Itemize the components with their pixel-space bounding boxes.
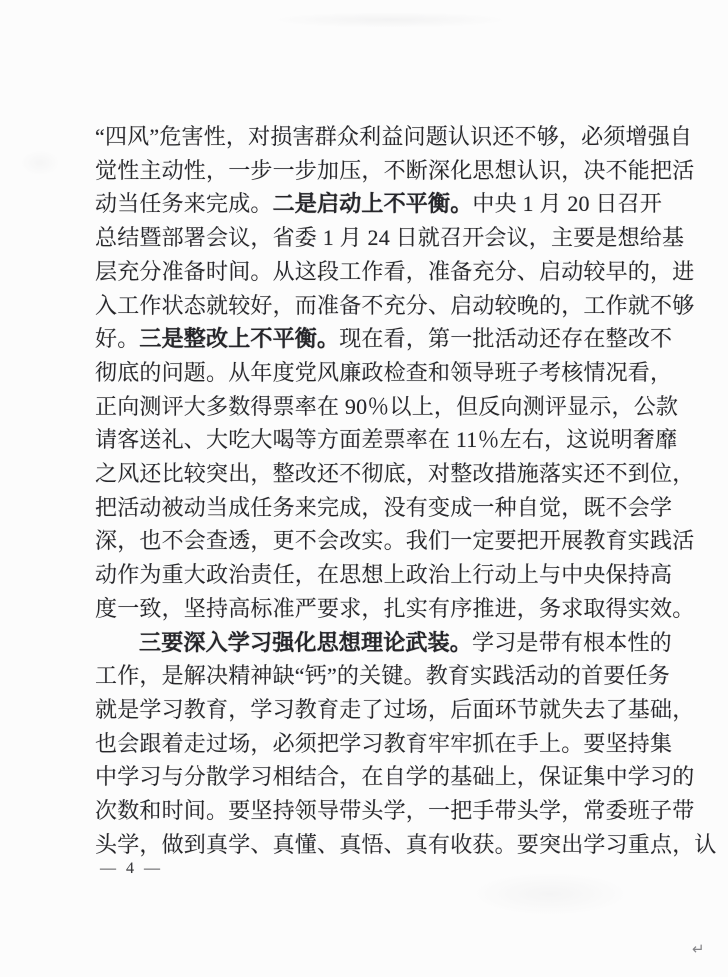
text-line	[95, 120, 693, 154]
body-text: 头学，做到真学、真懂、真悟、真有收获。要突出学习重点，认	[95, 831, 717, 857]
body-text: 好。	[95, 326, 140, 352]
text-line	[95, 760, 695, 794]
document-text	[95, 120, 717, 861]
body-text: 层充分准备时间。从这段工作看，准备充分、启动较早的，进	[95, 258, 695, 284]
text-line	[95, 154, 695, 188]
scan-noise	[20, 150, 60, 176]
text-line	[95, 187, 663, 221]
body-text: 工作，是解决精神缺“钙”的关键。教育实践活动的首要任务	[95, 663, 670, 689]
text-line	[95, 457, 695, 491]
body-text: 彻底的问题。从年度党风廉政检查和领导班子考核情况看，	[95, 359, 673, 385]
body-text: 深，也不会查透，更不会改实。我们一定要把开展教育实践活	[95, 528, 695, 554]
body-text: 也会跟着走过场，必须把学习教育牢牢抓在手上。要坚持集	[95, 730, 673, 756]
body-text: 之风还比较突出，整改还不彻底，对整改措施落实还不到位，	[95, 461, 695, 487]
body-text: 中央 1 月 20 日召开	[472, 191, 663, 217]
text-line	[95, 592, 695, 626]
text-line	[95, 322, 673, 356]
page-number-footer: — 4 —	[100, 860, 163, 877]
text-line	[95, 693, 695, 727]
text-line	[95, 221, 685, 255]
body-text: 入工作状态就较好，而准备不充分、启动较晚的，工作就不够	[95, 292, 695, 318]
emphasis-text: 二是启动上不平衡。	[272, 191, 473, 217]
body-text: 学习是带有根本性的	[472, 629, 672, 655]
body-text: 把活动被动当成任务来完成，没有变成一种自觉，既不会学	[95, 494, 673, 520]
body-text: 度一致，坚持高标准严要求，扎实有序推进，务求取得实效。	[95, 595, 695, 621]
scan-noise	[470, 872, 630, 916]
emphasis-text: 三要深入学习强化思想理论武装。	[139, 629, 473, 655]
return-arrow-icon: ↵	[692, 940, 705, 958]
body-text: 就是学习教育，学习教育走了过场，后面环节就失去了基础，	[95, 696, 695, 722]
text-line	[95, 558, 673, 592]
body-text: 请客送礼、大吃大喝等方面差票率在 11％左右，这说明奢靡	[95, 427, 678, 453]
scan-noise	[270, 12, 510, 28]
text-line	[95, 491, 673, 525]
body-text: “四风”危害性，对损害群众利益问题认识还不够，必须增强自	[95, 124, 693, 149]
text-line	[95, 289, 695, 323]
text-line	[95, 727, 673, 761]
text-line	[95, 828, 717, 862]
body-text: 中学习与分散学习相结合，在自学的基础上，保证集中学习的	[95, 764, 695, 790]
body-text: 正向测评大多数得票率在 90％以上，但反向测评显示，公款	[95, 393, 679, 419]
text-line	[95, 356, 673, 390]
text-line	[95, 255, 695, 289]
emphasis-text: 三是整改上不平衡。	[139, 326, 340, 352]
text-line	[95, 794, 695, 828]
text-line	[95, 390, 679, 424]
body-text: 总结暨部署会议，省委 1 月 24 日就召开会议，主要是想给基	[95, 225, 685, 251]
text-line	[95, 626, 672, 660]
text-line	[95, 524, 695, 558]
body-text: 动当任务来完成。	[95, 191, 273, 217]
text-line	[95, 423, 678, 457]
body-text: 动作为重大政治责任，在思想上政治上行动上与中央保持高	[95, 562, 673, 588]
body-text: 次数和时间。要坚持领导带头学，一把手带头学，常委班子带	[95, 798, 695, 824]
text-line	[95, 659, 670, 693]
body-text: 觉性主动性，一步一步加压，不断深化思想认识，决不能把活	[95, 157, 695, 183]
body-text: 现在看，第一批活动还存在整改不	[339, 326, 673, 352]
